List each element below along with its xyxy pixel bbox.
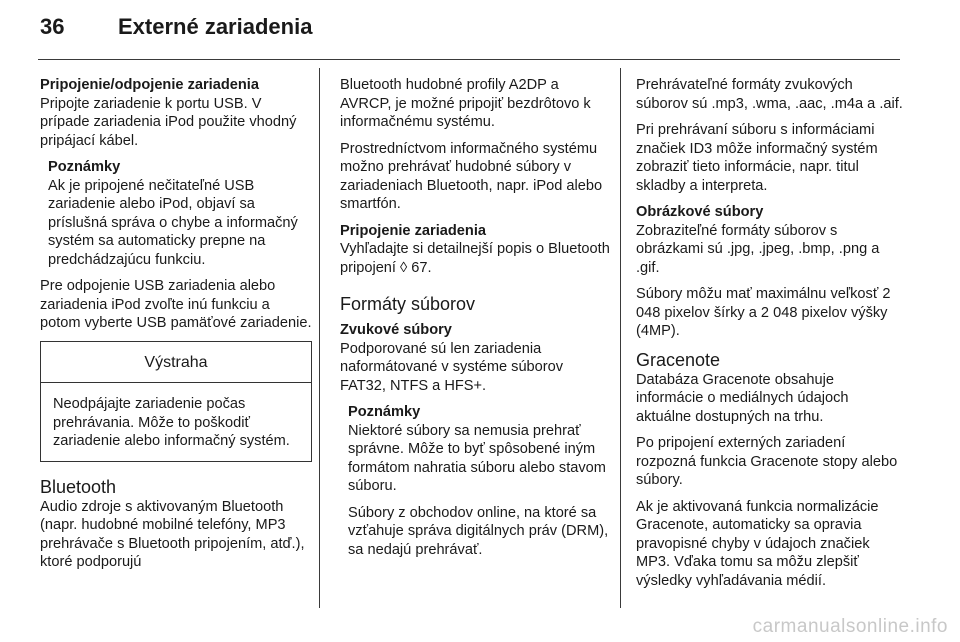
- paragraph: Pre odpojenie USB zariadenia alebo zariadenia iPod zvoľte inú funkciu a potom vyberte USB pamäťové zariadenie.: [40, 278, 312, 331]
- paragraph: Podporované sú len zariadenia naformátované v systéme súborov FAT32, NTFS a HFS+.: [340, 340, 564, 394]
- column-divider-1: [319, 68, 320, 608]
- subheading-audio: Zvukové súbory: [340, 322, 452, 338]
- paragraph: Ak je aktivovaná funkcia normalizácie Gracenote, automaticky sa opravia pravopisné chyby v údajoch značiek MP3. Vďaka tomu sa môžu zlepšiť výsledky vyhľadávania médií.: [636, 498, 879, 589]
- note-text: Niektoré súbory sa nemusia prehrať správne. Môže to byť spôsobené iným formátom nahratia súboru alebo stavom súboru.: [348, 422, 606, 494]
- bluetooth-heading-text: Bluetooth: [40, 476, 117, 497]
- paragraph: Súbory môžu mať maximálnu veľkosť 2 048 pixelov šírky a 2 048 pixelov výšky (4MP).: [636, 286, 891, 339]
- paragraph: Databáza Gracenote obsahuje informácie o mediálnych údajoch aktuálne dostupných na trhu.: [636, 371, 849, 425]
- paragraph: Vyhľadajte si detailnejší popis o Bluetooth pripojení ◊ 67.: [340, 241, 610, 276]
- section-heading-formats: Formáty súborov: [340, 294, 476, 314]
- paragraph: Audio zdroje s aktivovaným Bluetooth (napr. hudobné mobilné telefóny, MP3 prehrávače s Bluetooth pripojením, atď.), ktoré podporujú: [40, 498, 305, 570]
- paragraph: Zobraziteľné formáty súborov s obrázkami sú .jpg, .jpeg, .bmp, .png a .gif.: [636, 222, 880, 276]
- warning-text: Neodpájajte zariadenie počas prehrávania. Môže to poškodiť zariadenie alebo informačný systém.: [53, 396, 290, 449]
- column-1: [40, 76, 312, 580]
- paragraph: Prehrávateľné formáty zvukových súborov sú .mp3, .wma, .aac, .m4a a .aif.: [636, 77, 903, 112]
- column-2: [340, 76, 610, 567]
- note-block: [340, 403, 610, 559]
- note-label: Poznámky: [348, 404, 421, 420]
- section-heading-gracenote: Gracenote: [636, 349, 721, 370]
- note-text: Ak je pripojené nečitateľné USB zariadenie alebo iPod, objaví sa príslušná správa o chybe a informačný systém sa automaticky prepne na predchádzajúcu funkciu.: [48, 177, 298, 268]
- column-divider-2: [620, 68, 621, 608]
- watermark: carmanualsonline.info: [752, 616, 948, 637]
- page-header: [40, 14, 312, 48]
- column-3: [636, 76, 904, 598]
- paragraph: Pri prehrávaní súboru s informáciami značiek ID3 môže informačný systém zobraziť tieto informácie, napr. titul skladby a interpreta.: [636, 122, 878, 194]
- paragraph: Bluetooth hudobné profily A2DP a AVRCP, je možné pripojiť bezdrôtovo k informačnému systému.: [340, 77, 591, 130]
- note-block: [40, 158, 312, 269]
- page-number: 36: [40, 14, 65, 39]
- section-heading-connect-device: Pripojenie zariadenia: [340, 222, 486, 239]
- subheading-images: Obrázkové súbory: [636, 204, 764, 220]
- note-label: Poznámky: [48, 159, 121, 175]
- section-heading-bluetooth: [40, 476, 312, 498]
- paragraph: Prostredníctvom informačného systému možno prehrávať hudobné súbory v zariadeniach Bluetooth, napr. iPod alebo smartfón.: [340, 140, 603, 212]
- paragraph: Pripojte zariadenie k portu USB. V prípade zariadenia iPod použite vhodný pripájací kábel.: [40, 95, 297, 149]
- header-rule: [38, 59, 900, 60]
- warning-title: Výstraha: [41, 342, 311, 384]
- section-heading-connect: Pripojenie/odpojenie zariadenia: [40, 77, 259, 93]
- warning-box: [40, 341, 312, 462]
- page-title: Externé zariadenia: [118, 14, 313, 39]
- note-text: Súbory z obchodov online, na ktoré sa vzťahuje správa digitálnych práv (DRM), sa nedajú prehrávať.: [348, 504, 609, 558]
- paragraph: Po pripojení externých zariadení rozpozná funkcia Gracenote stopy alebo súbory.: [636, 435, 898, 488]
